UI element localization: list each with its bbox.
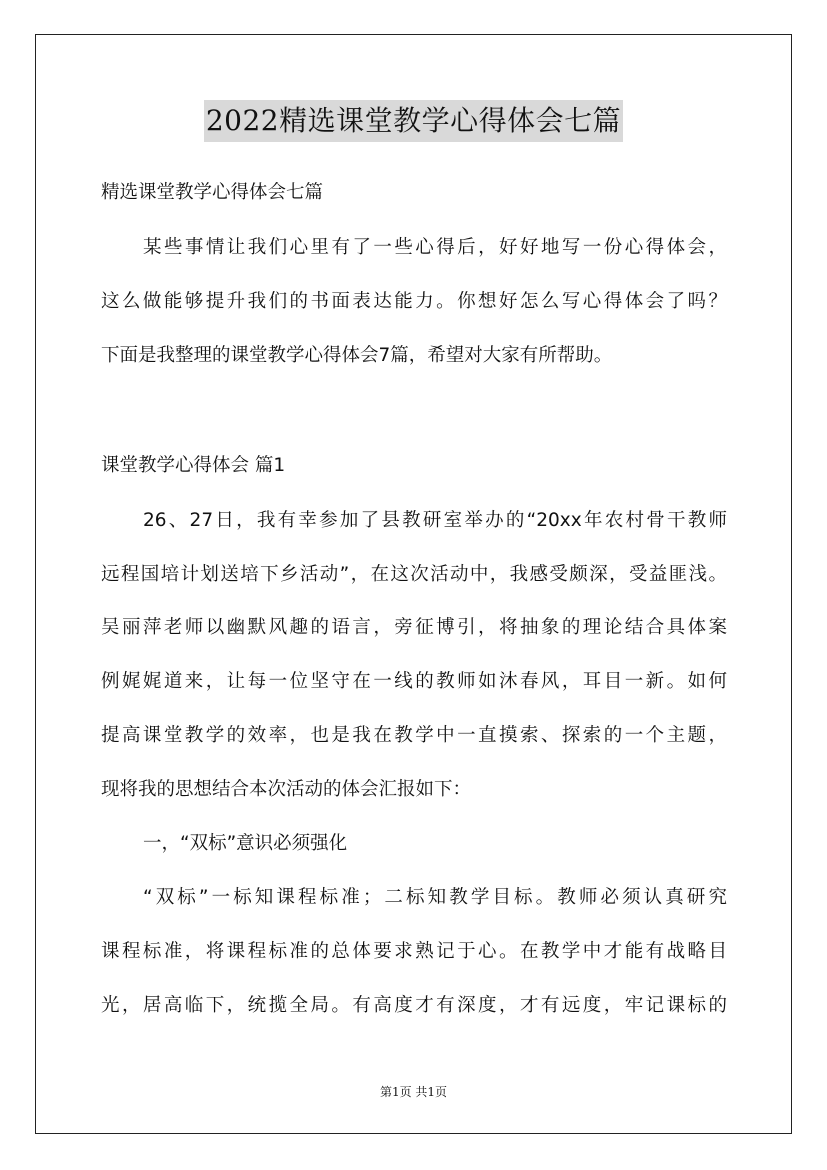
title-container [0, 100, 827, 142]
document-title: 2022精选课堂教学心得体会七篇 [204, 100, 623, 142]
intro-line-3: 下面是我整理的课堂教学心得体会7篇，希望对大家有所帮助。 [101, 345, 613, 366]
section-para-line-5: 提高课堂教学的效率，也是我在教学中一直摸索、探索的一个主题， [101, 725, 727, 746]
page-footer: 第1页 共1页 [379, 1085, 448, 1099]
section-para-line-6: 现将我的思想结合本次活动的体会汇报如下： [101, 779, 472, 800]
section-para-line-1: 26、27日，我有幸参加了县教研室举办的“20xx年农村骨干教师 [143, 510, 727, 531]
intro-line-1: 某些事情让我们心里有了一些心得后，好好地写一份心得体会， [143, 237, 727, 258]
intro-line-2: 这么做能够提升我们的书面表达能力。你想好怎么写心得体会了吗？ [101, 291, 727, 312]
point-para-line-3: 光，居高临下，统揽全局。有高度才有深度，才有远度，牢记课标的 [101, 995, 727, 1016]
document-subtitle: 精选课堂教学心得体会七篇 [101, 182, 324, 203]
section-para-line-2: 远程国培计划送培下乡活动”，在这次活动中，我感受颇深，受益匪浅。 [101, 564, 727, 585]
section-heading: 课堂教学心得体会 篇1 [101, 455, 286, 476]
section-para-line-4: 例娓娓道来，让每一位坚守在一线的教师如沐春风，耳目一新。如何 [101, 671, 727, 692]
section-para-line-3: 吴丽萍老师以幽默风趣的语言，旁征博引，将抽象的理论结合具体案 [101, 617, 727, 638]
point-para-line-1: “双标”一标知课程标准；二标知教学目标。教师必须认真研究 [143, 887, 727, 908]
point-para-line-2: 课程标准，将课程标准的总体要求熟记于心。在教学中才能有战略目 [101, 941, 727, 962]
point-heading: 一，“双标”意识必须强化 [143, 833, 348, 854]
